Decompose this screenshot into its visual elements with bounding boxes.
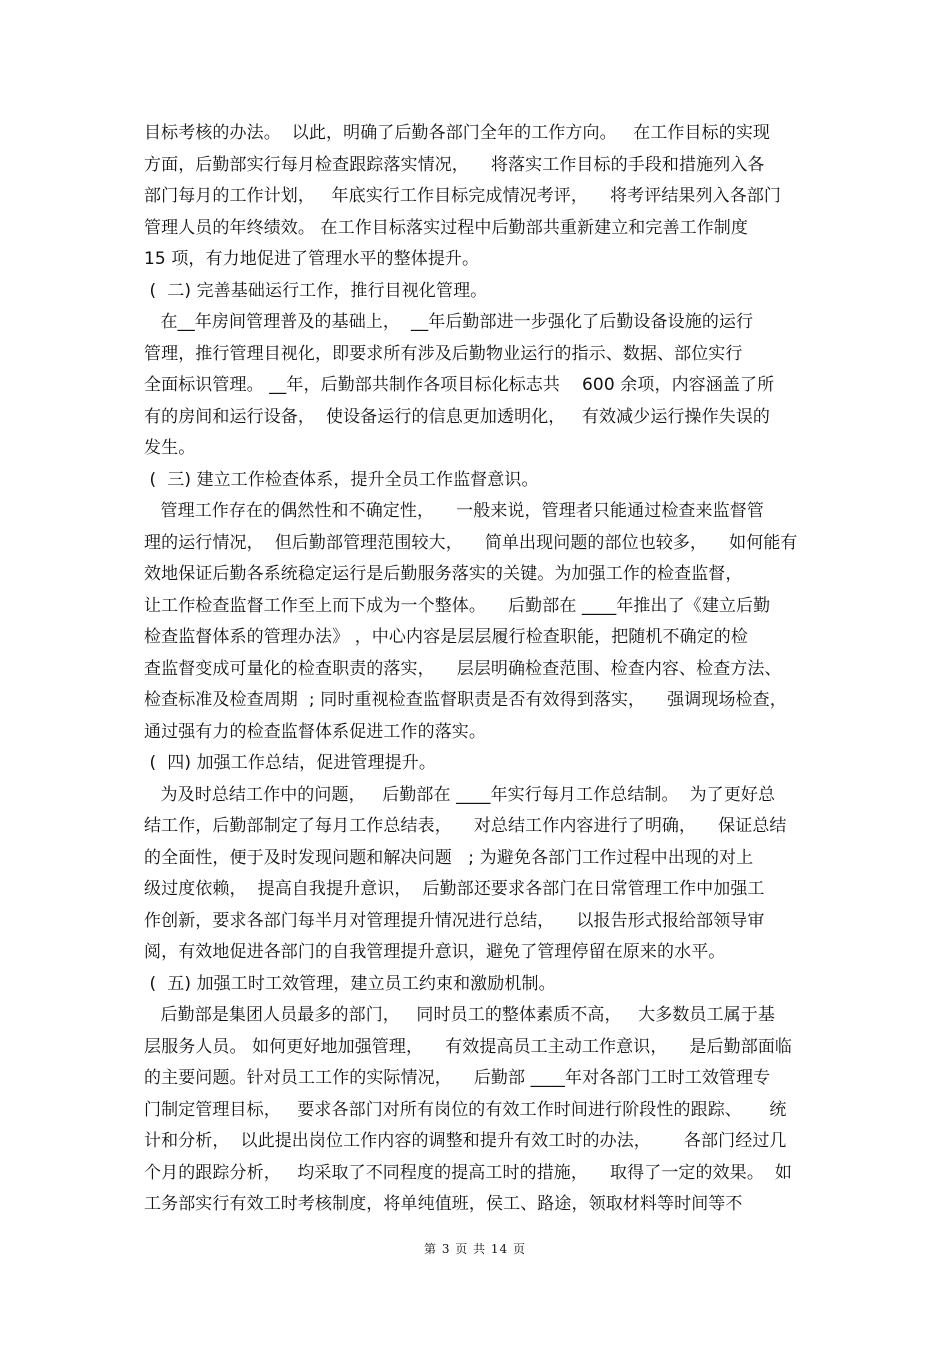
body-text xyxy=(144,118,814,1221)
text-line: 门制定管理目标， 要求各部门对所有岗位的有效工作时间进行阶段性的跟踪、 统 xyxy=(144,1099,787,1120)
text-line: 计和分析， 以此提出岗位工作内容的调整和提升有效工时的办法， 各部门经过几 xyxy=(144,1131,787,1151)
text-line: 层服务人员。 如何更好地加强管理， 有效提高员工主动工作意识， 是后勤部面临 xyxy=(144,1036,793,1057)
text-line: 15 项，有力地促进了管理水平的整体提升。 xyxy=(144,249,480,269)
text-line: 目标考核的办法。 以此，明确了后勤各部门全年的工作方向。 在工作目标的实现 xyxy=(144,123,771,143)
text-line: 理的运行情况， 但后勤部管理范围较大， 简单出现问题的部位也较多， 如何能有 xyxy=(144,532,798,553)
text-line: 工务部实行有效工时考核制度，将单纯值班，侯工、路途，领取材料等时间等不 xyxy=(144,1194,743,1214)
text-line: 有的房间和运行设备， 使设备运行的信息更加透明化， 有效减少运行操作失误的 xyxy=(144,406,771,427)
text-line: 阅，有效地促进各部门的自我管理提升意识，避免了管理停留在原来的水平。 xyxy=(144,942,726,962)
text-line: ( 五) 加强工时工效管理，建立员工约束和激励机制。 xyxy=(144,973,556,994)
text-line: ( 二) 完善基础运行工作，推行目视化管理。 xyxy=(144,280,488,301)
text-line: ( 四) 加强工作总结，促进管理提升。 xyxy=(144,753,436,773)
text-line: 效地保证后勤各系统稳定运行是后勤服务落实的关键。为加强工作的检查监督， xyxy=(144,564,743,584)
text-line: 全面标识管理。 __年，后勤部共制作各项目标化标志共 600 余项，内容涵盖了所 xyxy=(144,375,775,395)
text-line: 结工作，后勤部制定了每月工作总结表， 对总结工作内容进行了明确， 保证总结 xyxy=(144,816,787,836)
text-line: 为及时总结工作中的问题， 后勤部在 ____年实行每月工作总结制。 为了更好总 xyxy=(144,784,776,805)
text-line: 检查标准及检查周期 ; 同时重视检查监督职责是否有效得到落实， 强调现场检查， xyxy=(144,690,787,710)
text-line: 让工作检查监督工作至上而下成为一个整体。 后勤部在 ____年推出了《建立后勤 xyxy=(144,595,771,616)
text-line: ( 三) 建立工作检查体系，提升全员工作监督意识。 xyxy=(144,469,539,490)
text-line: 通过强有力的检查监督体系促进工作的落实。 xyxy=(144,721,486,742)
text-line: 在__年房间管理普及的基础上， __年后勤部进一步强化了后勤设备设施的运行 xyxy=(144,312,754,332)
text-line: 部门每月的工作计划， 年底实行工作目标完成情况考评， 将考评结果列入各部门 xyxy=(144,186,782,206)
text-line: 管理，推行管理目视化，即要求所有涉及后勤物业运行的指示、数据、部位实行 xyxy=(144,343,743,364)
text-line: 个月的跟踪分析， 均采取了不同程度的提高工时的措施， 取得了一定的效果。 如 xyxy=(144,1162,793,1183)
text-line: 发生。 xyxy=(144,438,196,458)
text-line: 的主要问题。针对员工工作的实际情况， 后勤部 ____年对各部门工时工效管理专 xyxy=(144,1068,771,1088)
text-line: 级过度依赖， 提高自我提升意识， 后勤部还要求各部门在日常管理工作中加强工 xyxy=(144,879,765,899)
text-line: 管理工作存在的偶然性和不确定性， 一般来说，管理者只能通过检查来监督管 xyxy=(144,501,764,521)
text-line: 后勤部是集团人员最多的部门， 同时员工的整体素质不高， 大多数员工属于基 xyxy=(144,1005,775,1025)
text-line: 管理人员的年终绩效。 在工作目标落实过程中后勤部共重新建立和完善工作制度 xyxy=(144,217,749,238)
text-line: 方面，后勤部实行每月检查跟踪落实情况， 将落实工作目标的手段和措施列入各 xyxy=(144,154,765,175)
text-line: 作创新，要求各部门每半月对管理提升情况进行总结， 以报告形式报给部领导审 xyxy=(144,910,765,931)
text-line: 的全面性，便于及时发现问题和解决问题 ; 为避免各部门工作过程中出现的对上 xyxy=(144,847,754,868)
text-line: 查监督变成可量化的检查职责的落实， 层层明确检查范围、检查内容、检查方法、 xyxy=(144,658,782,679)
page-footer: 第 3 页 共 14 页 xyxy=(424,1242,526,1256)
text-line: 检查监督体系的管理办法》 ，中心内容是层层履行检查职能，把随机不确定的检 xyxy=(144,627,749,647)
